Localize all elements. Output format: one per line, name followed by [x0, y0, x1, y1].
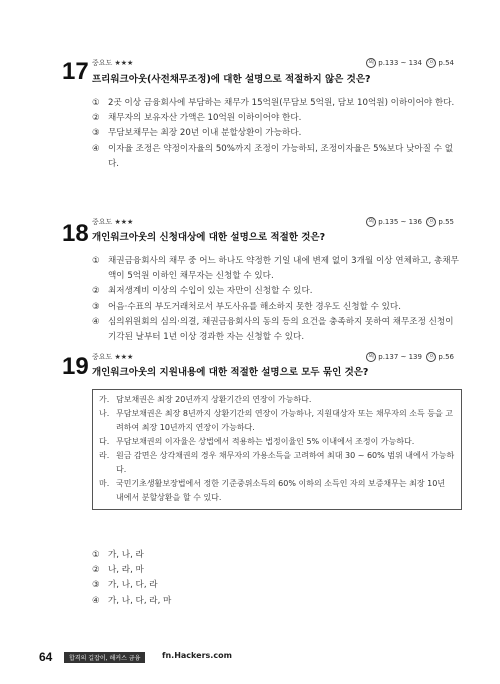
summary-ref: p.54: [438, 59, 454, 67]
question-text: 프리워크아웃(사전채무조정)에 대한 설명으로 적절하지 않은 것은?: [92, 74, 371, 85]
site-url: fn.Hackers.com: [162, 651, 232, 660]
option: [92, 126, 462, 141]
textbook-ref-icon: 의: [366, 217, 376, 227]
page-references: [366, 352, 454, 362]
question-number: 19: [62, 353, 89, 380]
option: [92, 284, 462, 299]
option-text: 2곳 이상 금융회사에 부담하는 채무가 15억원(무담보 5억원, 담보 10억원) 이하이어야 한다.: [108, 98, 455, 108]
statements-box: [92, 389, 462, 510]
statement-item: [99, 407, 455, 435]
option-text: 이자율 조정은 약정이자율의 50%까지 조정이 가능하되, 조정이자율은 5%보다 낮아질 수 없다.: [108, 143, 454, 169]
option: [92, 111, 462, 126]
question-number: 18: [62, 220, 89, 247]
statement-mark: 마.: [99, 479, 110, 488]
option-text: 채무자의 보유자산 가액은 10억원 이하이어야 한다.: [108, 113, 302, 124]
option-text: 어음·수표의 부도거래처로서 부도사유를 해소하지 못한 경우도 신청할 수 있다.: [108, 301, 401, 312]
option-text: 채권금융회사의 채무 중 어느 하나도 약정한 기일 내에 변제 없이 3개월 이상 연체하고, 총채무액이 5억원 이하인 채무자는 신청할 수 있다.: [108, 256, 459, 282]
textbook-ref: p.135 ~ 136: [378, 218, 422, 226]
option: [92, 315, 462, 345]
options-list: [92, 254, 462, 345]
statement-text: 원금 감면은 상각채권의 경우 채무자의 가용소득을 고려하여 최대 30 ~ 60% 범위 내에서 가능하다.: [116, 451, 455, 474]
option: [92, 548, 462, 563]
option: [92, 96, 462, 111]
option-text: 가, 나, 다, 라: [108, 580, 158, 591]
option-text: 가, 나, 다, 라, 마: [108, 595, 172, 606]
options-list: [92, 548, 462, 609]
option-text: 심의위원회의 심의·의결, 채권금융회사의 동의 등의 요건을 충족하지 못하여 채무조정 신청이 기각된 날부터 1년 이상 경과한 자는 신청할 수 있다.: [108, 316, 454, 343]
option: [92, 563, 462, 578]
option-mark: ①: [92, 98, 100, 108]
statement-item: [99, 435, 455, 449]
option-mark: ③: [92, 301, 100, 312]
option-text: 무담보채무는 최장 20년 이내 분할상환이 가능하다.: [108, 128, 302, 139]
summary-ref-icon: ㉧: [428, 353, 435, 360]
option-mark: ①: [92, 256, 100, 266]
options-list: [92, 96, 462, 172]
option-mark: ②: [92, 565, 100, 576]
option: [92, 254, 462, 284]
question-text: 개인워크아웃의 지원내용에 대한 적절한 설명으로 모두 묶인 것은?: [92, 367, 369, 378]
textbook-ref-icon: 의: [366, 352, 376, 362]
statement-text: 국민기초생활보장법에서 정한 기준중위소득의 60% 이하의 소득인 자의 보증채무는 최장 10년 내에서 분할상환을 할 수 있다.: [116, 479, 446, 502]
importance-label: 중요도 ★★★: [92, 353, 134, 361]
option: [92, 578, 462, 593]
summary-ref-icon: ㉧: [428, 218, 435, 225]
summary-ref-icon: ㉧: [428, 59, 435, 66]
statement-item: [99, 477, 455, 505]
statement-mark: 나.: [99, 409, 110, 418]
statement-text: 담보채권은 최장 20년까지 상환기간의 연장이 가능하다.: [116, 395, 312, 404]
statement-mark: 다.: [99, 437, 110, 446]
option-mark: ②: [92, 113, 100, 124]
summary-ref: p.56: [438, 353, 454, 361]
option-mark: ④: [92, 595, 100, 606]
option-mark: ①: [92, 550, 100, 560]
option-mark: ②: [92, 286, 100, 297]
statement-mark: 가.: [99, 395, 110, 404]
summary-ref: p.55: [438, 218, 454, 226]
textbook-ref-icon: 의: [366, 58, 376, 68]
brand-label: 합격의 길잡이, 해커스 금융: [64, 652, 145, 663]
textbook-ref: p.137 ~ 139: [378, 353, 422, 361]
option: [92, 142, 462, 172]
option-text: 최저생계비 이상의 수입이 있는 자만이 신청할 수 있다.: [108, 286, 313, 297]
question-text: 개인워크아웃의 신청대상에 대한 설명으로 적절한 것은?: [92, 232, 326, 243]
statement-item: [99, 449, 455, 477]
option: [92, 594, 462, 609]
option: [92, 300, 462, 315]
option-mark: ③: [92, 580, 100, 591]
statement-text: 무담보채권은 최장 8년까지 상환기간의 연장이 가능하나, 지원대상자 또는 채무자의 소득 등을 고려하여 최장 10년까지 연장이 가능하다.: [116, 409, 453, 432]
page-number: 64: [39, 650, 53, 664]
option-mark: ③: [92, 128, 100, 139]
option-mark: ④: [92, 316, 100, 327]
statement-item: [99, 393, 455, 407]
textbook-ref: p.133 ~ 134: [378, 59, 422, 67]
statement-mark: 라.: [99, 451, 110, 460]
statement-text: 무담보채권의 이자율은 상법에서 적용하는 법정이율인 5% 이내에서 조정이 가능하다.: [116, 437, 415, 446]
importance-label: 중요도 ★★★: [92, 59, 134, 67]
page-references: [366, 217, 454, 227]
option-text: 나, 라, 마: [108, 565, 144, 576]
option-text: 가, 나, 라: [108, 550, 144, 560]
importance-label: 중요도 ★★★: [92, 218, 134, 226]
question-number: 17: [62, 58, 89, 85]
option-mark: ④: [92, 143, 100, 154]
page-references: [366, 58, 454, 68]
